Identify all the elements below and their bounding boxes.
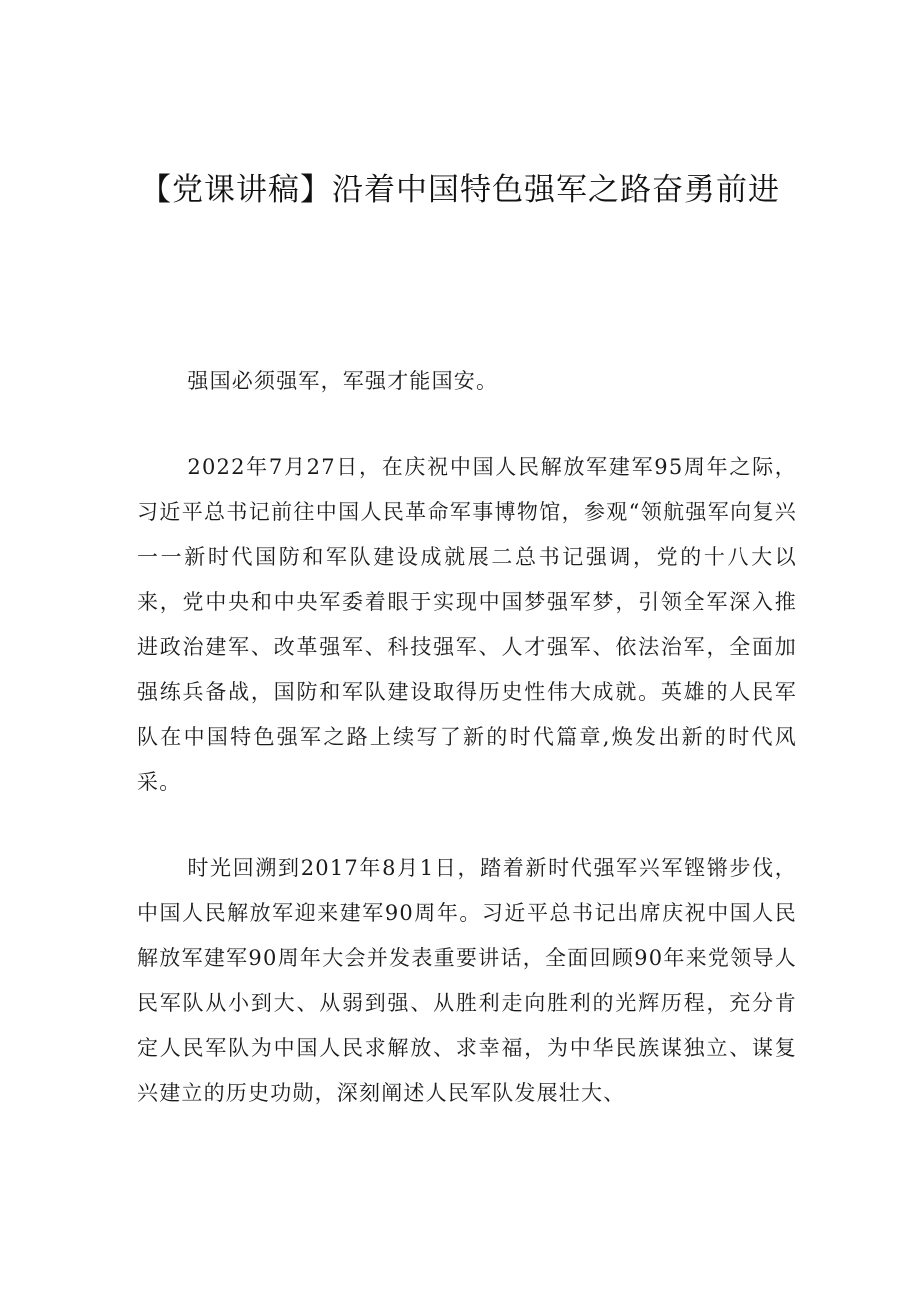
- paragraph-2: 2022年7月27日，在庆祝中国人民解放军建军95周年之际，习近平总书记前往中国人民革命军事博物馆，参观“领航强军向复兴一一新时代国防和军队建设成就展二总书记强调，党的十八大以来，党中央和中央军委着眼于实现中国梦强军梦，引领全军深入推进政治建军、改革强军、科技强军、人才强军、依法治军，全面加强练兵备战，国防和军队建设取得历史性伟大成就。英雄的人民军队在中国特色强军之路上续写了新的时代篇章,焕发出新的时代风采。: [137, 455, 797, 794]
- paragraph-1: 强国必须强军，军强才能国安。: [187, 369, 499, 393]
- document-body: [137, 359, 797, 1157]
- document-title: 【党课讲稿】沿着中国特色强军之路奋勇前进: [140, 172, 780, 208]
- paragraph-3: 时光回溯到2017年8月1日，踏着新时代强军兴军铿锵步伐，中国人民解放军迎来建军90周年。习近平总书记出席庆祝中国人民解放军建军90周年大会并发表重要讲话，全面回顾90年来党领导人民军队从小到大、从弱到强、从胜利走向胜利的光辉历程，充分肯定人民军队为中国人民求解放、求幸福，为中华民族谋独立、谋复兴建立的历史功勋，深刻阐述人民军队发展壮大、: [137, 856, 797, 1105]
